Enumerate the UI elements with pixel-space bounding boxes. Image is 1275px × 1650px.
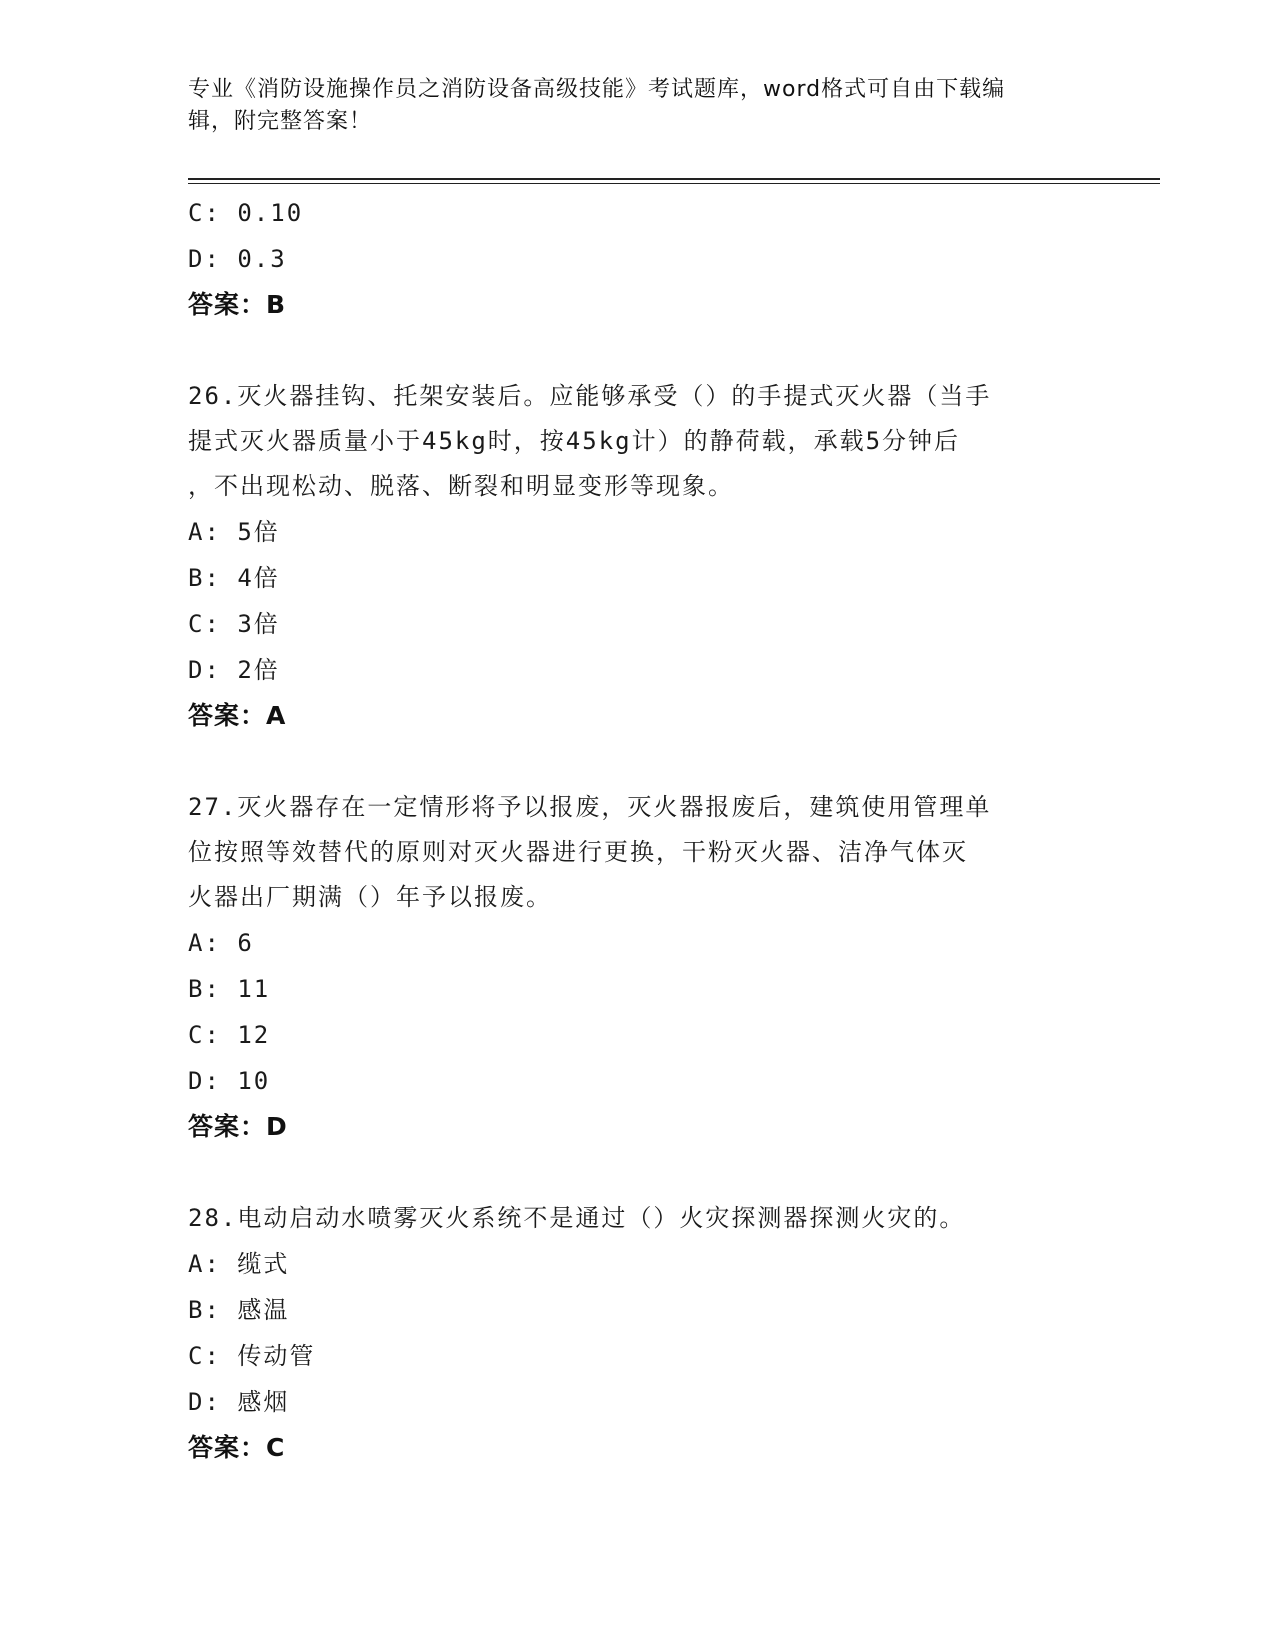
option-b: B: 11 — [188, 975, 271, 1003]
option-c: C: 3倍 — [188, 610, 280, 638]
question-text-line: 提式灭火器质量小于45kg时，按45kg计）的静荷载，承载5分钟后 — [188, 427, 961, 455]
option-c: C: 12 — [188, 1021, 271, 1049]
option-a: A: 5倍 — [188, 518, 280, 546]
answer-line: 答案：D — [188, 1112, 288, 1141]
answer-line: 答案：B — [188, 290, 287, 319]
header-line-2: 辑，附完整答案！ — [188, 109, 373, 134]
option-c: C: 传动管 — [188, 1342, 316, 1370]
document-header — [188, 74, 1078, 138]
question-26 — [188, 374, 1088, 739]
question-25-tail — [188, 190, 1088, 328]
question-text-line: 26.灭火器挂钩、托架安装后。应能够承受（）的手提式灭火器（当手 — [188, 382, 992, 410]
question-27 — [188, 785, 1088, 1150]
option-d: D: 2倍 — [188, 656, 280, 684]
question-text-line: 火器出厂期满（）年予以报废。 — [188, 883, 552, 911]
option-c: C: 0.10 — [188, 199, 304, 227]
header-rule-thin — [188, 183, 1160, 184]
header-line-1: 专业《消防设施操作员之消防设备高级技能》考试题库，word格式可自由下载编 — [188, 77, 1006, 102]
option-a: A: 6 — [188, 929, 254, 957]
option-d: D: 0.3 — [188, 245, 287, 273]
question-28 — [188, 1196, 1088, 1471]
header-rule-thick — [188, 178, 1160, 180]
question-text-line: ，不出现松动、脱落、断裂和明显变形等现象。 — [188, 472, 734, 500]
option-b: B: 4倍 — [188, 564, 280, 592]
option-d: D: 10 — [188, 1067, 271, 1095]
answer-line: 答案：A — [188, 701, 287, 730]
question-text-line: 位按照等效替代的原则对灭火器进行更换，干粉灭火器、洁净气体灭 — [188, 838, 968, 866]
answer-line: 答案：C — [188, 1433, 286, 1462]
question-text-line: 27.灭火器存在一定情形将予以报废，灭火器报废后，建筑使用管理单 — [188, 793, 992, 821]
option-b: B: 感温 — [188, 1296, 290, 1324]
option-a: A: 缆式 — [188, 1250, 290, 1278]
document-content — [188, 190, 1088, 1471]
option-d: D: 感烟 — [188, 1388, 290, 1416]
question-text-line: 28.电动启动水喷雾灭火系统不是通过（）火灾探测器探测火灾的。 — [188, 1204, 966, 1232]
